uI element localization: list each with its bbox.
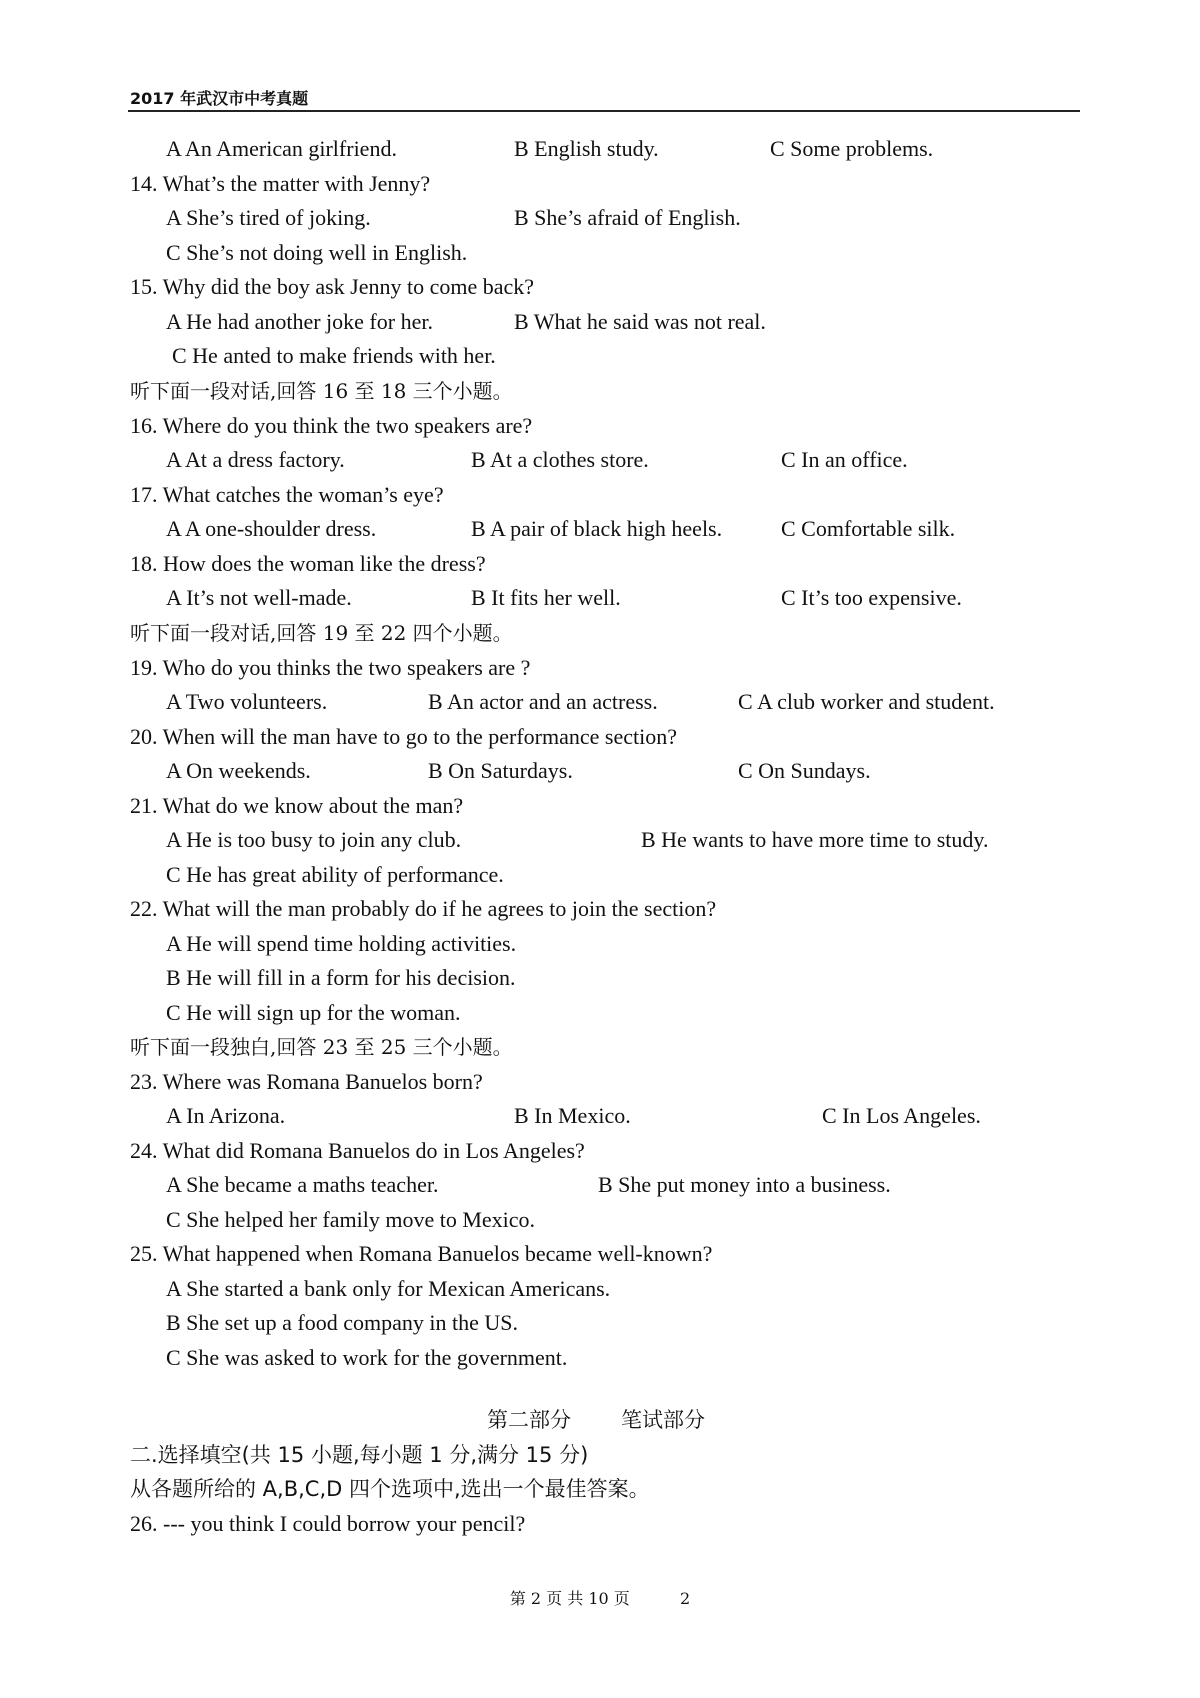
- q15-option-c: C He anted to make friends with her.: [172, 343, 496, 368]
- q18-option-a: A It’s not well-made.: [166, 585, 352, 610]
- q20-option-b: B On Saturdays.: [428, 758, 573, 783]
- q15-option-a: A He had another joke for her.: [166, 309, 433, 334]
- q13-option-a: A An American girlfriend.: [166, 136, 397, 161]
- footer-page-number: 2: [679, 1589, 691, 1608]
- q21-option-b: B He wants to have more time to study.: [641, 827, 989, 852]
- q17-option-b: B A pair of black high heels.: [471, 516, 723, 541]
- header-title: 2017 年武汉市中考真题: [130, 89, 309, 108]
- q18-question: 18. How does the woman like the dress?: [130, 551, 486, 576]
- q22-option-c: C He will sign up for the woman.: [166, 1000, 461, 1025]
- q20-option-c: C On Sundays.: [738, 758, 871, 783]
- q21-option-c: C He has great ability of performance.: [166, 862, 504, 887]
- q16-option-c: C In an office.: [781, 447, 908, 472]
- q14-option-b: B She’s afraid of English.: [514, 205, 741, 230]
- q25-option-a: A She started a bank only for Mexican Americans.: [166, 1276, 611, 1301]
- q19-option-c: C A club worker and student.: [738, 689, 995, 714]
- q16-option-a: A At a dress factory.: [166, 447, 345, 472]
- instruction-19-22: 听下面一段对话,回答 19 至 22 四个小题。: [130, 621, 513, 645]
- q22-option-a: A He will spend time holding activities.: [166, 931, 517, 956]
- q14-question: 14. What’s the matter with Jenny?: [130, 171, 431, 196]
- instruction-23-25: 听下面一段独白,回答 23 至 25 三个小题。: [130, 1035, 513, 1059]
- q19-option-b: B An actor and an actress.: [428, 689, 658, 714]
- q14-option-a: A She’s tired of joking.: [166, 205, 371, 230]
- q16-question: 16. Where do you think the two speakers are?: [130, 413, 533, 438]
- q24-option-c: C She helped her family move to Mexico.: [166, 1207, 536, 1232]
- q25-option-c: C She was asked to work for the government.: [166, 1345, 568, 1370]
- footer-page-info: 第 2 页 共 10 页: [509, 1589, 630, 1608]
- q17-question: 17. What catches the woman’s eye?: [130, 482, 444, 507]
- q23-option-a: A In Arizona.: [166, 1103, 286, 1128]
- q17-option-a: A A one-shoulder dress.: [166, 516, 377, 541]
- instruction-16-18: 听下面一段对话,回答 16 至 18 三个小题。: [130, 379, 513, 403]
- q23-option-b: B In Mexico.: [514, 1103, 631, 1128]
- q23-question: 23. Where was Romana Banuelos born?: [130, 1069, 483, 1094]
- q16-option-b: B At a clothes store.: [471, 447, 649, 472]
- q15-question: 15. Why did the boy ask Jenny to come back?: [130, 274, 535, 299]
- q15-option-b: B What he said was not real.: [514, 309, 766, 334]
- q21-question: 21. What do we know about the man?: [130, 793, 464, 818]
- part-two-title: 笔试部分: [621, 1408, 705, 1432]
- q21-option-a: A He is too busy to join any club.: [166, 827, 462, 852]
- q24-option-a: A She became a maths teacher.: [166, 1172, 439, 1197]
- q18-option-c: C It’s too expensive.: [781, 585, 962, 610]
- part-two-label: 第二部分: [487, 1408, 571, 1432]
- q25-question: 25. What happened when Romana Banuelos became well-known?: [130, 1241, 713, 1266]
- q18-option-b: B It fits her well.: [471, 585, 621, 610]
- section-two-heading: 二.选择填空(共 15 小题,每小题 1 分,满分 15 分): [130, 1443, 589, 1467]
- q24-question: 24. What did Romana Banuelos do in Los Angeles?: [130, 1138, 585, 1163]
- q23-option-c: C In Los Angeles.: [822, 1103, 981, 1128]
- q19-option-a: A Two volunteers.: [166, 689, 328, 714]
- q24-option-b: B She put money into a business.: [598, 1172, 891, 1197]
- q14-option-c: C She’s not doing well in English.: [166, 240, 468, 265]
- q20-option-a: A On weekends.: [166, 758, 311, 783]
- header-rule: [128, 110, 1080, 112]
- q26-question: 26. --- you think I could borrow your pencil?: [130, 1511, 526, 1536]
- q22-option-b: B He will fill in a form for his decision.: [166, 965, 516, 990]
- q20-question: 20. When will the man have to go to the performance section?: [130, 724, 677, 749]
- q17-option-c: C Comfortable silk.: [781, 516, 956, 541]
- q13-option-c: C Some problems.: [770, 136, 934, 161]
- q13-option-b: B English study.: [514, 136, 659, 161]
- q19-question: 19. Who do you thinks the two speakers are ?: [130, 655, 531, 680]
- q25-option-b: B She set up a food company in the US.: [166, 1310, 518, 1335]
- q22-question: 22. What will the man probably do if he agrees to join the section?: [130, 896, 717, 921]
- page-footer: [0, 1586, 1200, 1609]
- section-two-instruction: 从各题所给的 A,B,C,D 四个选项中,选出一个最佳答案。: [130, 1477, 650, 1501]
